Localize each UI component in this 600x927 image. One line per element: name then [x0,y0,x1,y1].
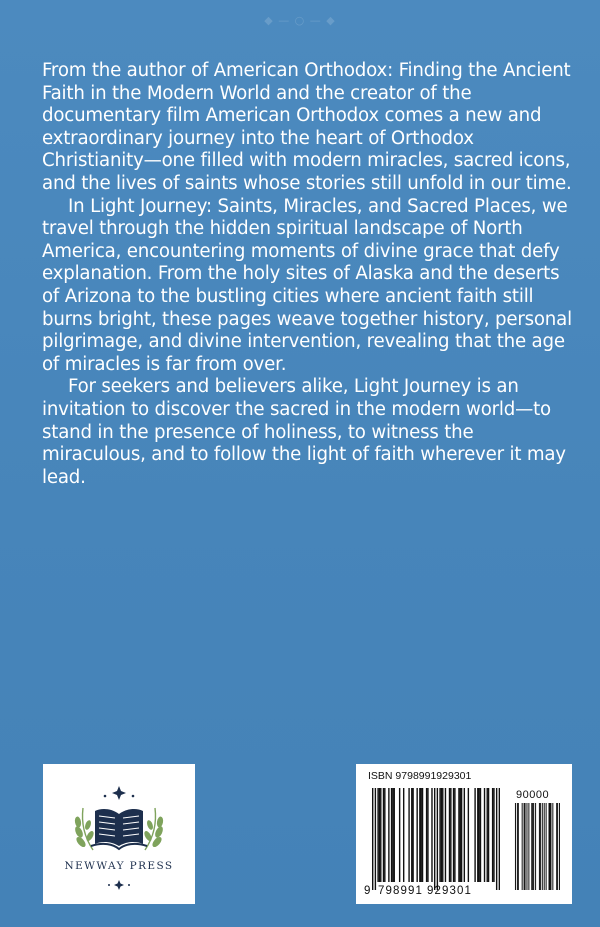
blurb-text [42,60,572,489]
barcode-bar [380,788,381,882]
barcode-bar [528,803,529,890]
barcode-bar [549,803,550,890]
barcode-bar [533,803,534,890]
barcode-bar [550,803,551,890]
barcode-bar [445,788,446,882]
barcode-bar [532,803,533,890]
barcode-bar [453,788,454,882]
barcode-bar [394,788,395,882]
barcode-bar [515,803,516,890]
ean-digits [364,885,504,897]
barcode-bar [384,788,385,882]
barcode-bar [496,788,497,890]
ean-group-1: 798991 [378,885,423,897]
barcode-bar [450,788,451,882]
barcode-bar [540,803,541,890]
barcode-bar [525,803,526,890]
barcode-bar [419,788,420,882]
barcode-bar [522,803,523,890]
ean-barcode [372,788,500,890]
top-ornament: ◆ — ○ — ◆ [264,14,336,27]
publisher-logo-panel [43,764,195,904]
barcode-bar [464,788,465,882]
barcode-bar [372,788,373,890]
barcode-bar [518,803,519,890]
barcode-bar [552,803,553,890]
barcode-bar [449,788,450,882]
barcode-bar [544,803,545,890]
barcode-bar [422,788,423,882]
sparkle-divider-icon [43,878,195,892]
barcode-bar [542,803,543,890]
barcode-bar [403,788,404,882]
barcode-bar [458,788,459,882]
barcode-bar [454,788,455,882]
barcode-bar [539,803,540,890]
barcode-bar [461,788,462,882]
barcode-bar [383,788,384,882]
blurb-paragraph-2: In Light Journey: Saints, Miracles, and Sacred Places, we travel through the hidden spiritual landscape of North America, encountering moments of divine grace that defy explanation. From the holy sites of Alaska and the deserts of Arizona to the bustling cities where ancient faith still burns bright, these pages weave together history, personal pilgrimage, and divine intervention, revealing that the age of miracles is far from over. [42,195,572,375]
addon-barcode [514,803,560,890]
barcode-bar [493,788,494,882]
barcode-bar [531,803,532,890]
barcode-bar [437,788,438,890]
barcode-bar [499,788,500,890]
barcode-bar [399,788,400,882]
barcode-bar [426,788,427,882]
barcode-bar [549,803,550,890]
barcode-bar [526,803,527,890]
barcode-bar [524,803,525,890]
barcode-bar [416,788,417,882]
barcode-bar [379,788,380,882]
blurb-paragraph-3: For seekers and believers alike, Light Journey is an invitation to discover the sacred in the modern world—to stand in the presence of holiness, to witness the miraculous, and to follow the light of faith wherever it may lead. [42,376,566,488]
barcode-bar [556,803,557,890]
barcode-bar [487,788,488,882]
barcode-bar [427,788,428,882]
open-book-with-laurel-icon [43,780,195,856]
barcode-bar [478,788,479,882]
isbn-barcode-panel [356,764,572,904]
barcode-bar [442,788,443,882]
price-code: 90000 [516,789,550,801]
barcode-bar [488,788,489,882]
blurb-paragraph-1: From the author of American Orthodox: Finding the Ancient Faith in the Modern World and the creator of the documentary film American Orthodox comes a new and extraordinary journey into the heart of Orthodox Christianity—one filled with modern miracles, sacred icons, and the lives of saints whose stories still unfold in our time. [42,60,572,194]
barcode-bar [411,788,412,882]
ean-group-2: 929301 [426,885,472,897]
barcode-bar [375,788,376,890]
barcode-bar [468,788,469,882]
barcode-bar [480,788,481,882]
barcode-bar [492,788,493,882]
barcode-bar [460,788,461,882]
barcode-bar [392,788,393,882]
barcode-bar [431,788,432,882]
isbn-label: ISBN 9798991929301 [368,770,472,782]
barcode-bar [412,788,413,882]
barcode-bar [559,803,560,890]
barcode-bar [408,788,409,882]
barcode-bar [557,803,558,890]
barcode-bar [517,803,518,890]
barcode-bar [388,788,389,882]
barcode-bar [477,788,478,882]
barcode-bar [434,788,435,890]
barcode-bar [546,803,547,890]
barcode-bar [484,788,485,882]
publisher-name: NEWWAY PRESS [64,860,174,872]
barcode-bar [377,788,378,882]
barcode-bar [474,788,475,882]
barcode-bar [439,788,440,882]
barcode-bar [421,788,422,882]
barcode-bar [441,788,442,882]
ean-lead-digit: 9 [364,885,371,897]
barcode-bar [391,788,392,882]
barcode-bar [535,803,536,890]
